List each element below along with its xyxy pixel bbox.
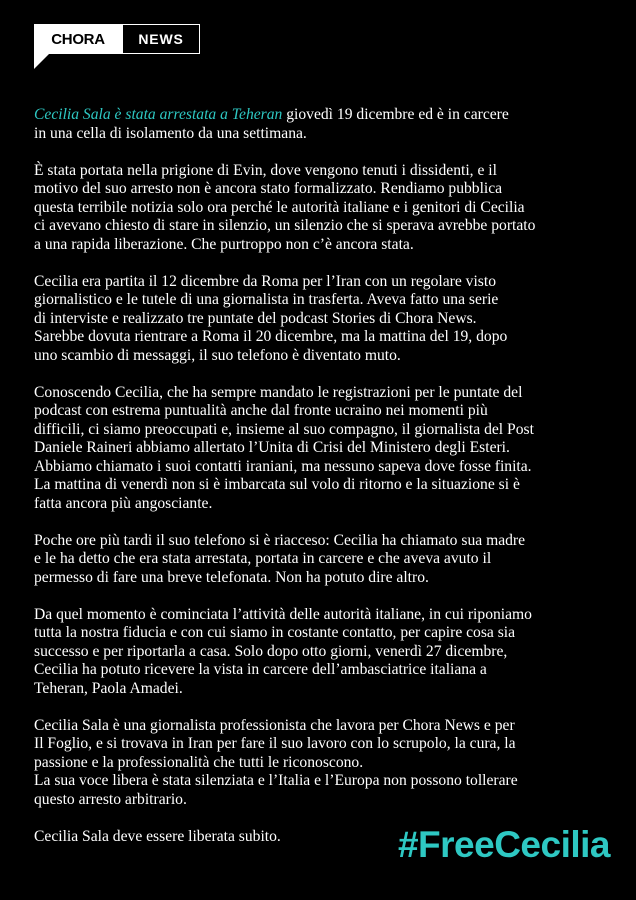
free-cecilia-hashtag: #FreeCecilia	[397, 824, 610, 865]
lead-rest: giovedì 19 dicembre ed è in carcere in una cella di isolamento da una settimana.	[34, 106, 509, 142]
logo-speech-tail	[34, 53, 50, 69]
chora-news-logo	[34, 24, 200, 68]
logo-news-box: NEWS	[122, 24, 200, 54]
paragraph-trip: Cecilia era partita il 12 dicembre da Roma per l’Iran con un regolare visto giornalistico e le tutele di una giornalista in trasferta. Aveva fatto una serie di interviste e realizzato tre puntate del podcast Stories di Chora News. Sarebbe dovuta rientrare a Roma il 20 dicembre, ma la mattina del 19, dopo uno scambio di messaggi, il suo telefono è diventato muto.	[34, 272, 508, 364]
paragraph-closing: Cecilia Sala deve essere liberata subito.	[34, 827, 281, 845]
lead-highlight: Cecilia Sala è stata arrestata a Teheran	[34, 106, 283, 123]
paragraph-phone-call: Poche ore più tardi il suo telefono si è riacceso: Cecilia ha chiamato sua madre e le ha detto che era stata arrestata, portata in carcere e che aveva avuto il permesso di fare una breve telefonata. Non ha potuto dire altro.	[34, 531, 526, 586]
paragraph-prison: È stata portata nella prigione di Evin, dove vengono tenuti i dissidenti, e il motivo del suo arresto non è ancora stato formalizzato. Rendiamo pubblica questa terribile notizia solo ora perché le autorità italiane e i genitori di Cecilia ci avevano chiesto di stare in silenzio, un silenzio che si sperava avrebbe portato a una rapida liberazione. Che purtroppo non c’è ancora stata.	[34, 161, 536, 253]
lead-paragraph	[34, 106, 604, 143]
article-body	[34, 106, 604, 865]
paragraph-authorities: Da quel momento è cominciata l’attività delle autorità italiane, in cui riponiamo tutta la nostra fiducia e con cui siamo in costante contatto, per capire cosa sia successo e per riportarla a casa. Solo dopo otto giorni, venerdì 27 dicembre, Cecilia ha potuto ricevere la vista in carcere dell’ambasciatrice italiana a Teheran, Paola Amadei.	[34, 605, 532, 697]
paragraph-journalist: Cecilia Sala è una giornalista professionista che lavora per Chora News e per Il Foglio, e si trovava in Iran per fare il suo lavoro con lo scrupolo, la cura, la passione e la professionalità che tutti le riconoscono. La sua voce libera è stata silenziata e l’Italia e l’Europa non possono tollerare questo arresto arbitrario.	[34, 716, 518, 808]
paragraph-concern: Conoscendo Cecilia, che ha sempre mandato le registrazioni per le puntate del podcast con estrema puntualità anche dal fronte ucraino nei momenti più difficili, ci siamo preoccupati e, insieme al suo compagno, il giornalista del Post Daniele Raineri abbiamo allertato l’Unita di Crisi del Ministero degli Esteri. Abbiamo chiamato i suoi contatti iraniani, ma nessuno sapeva dove fosse finita. La mattina di venerdì non si è imbarcata sul volo di ritorno e la situazione si è fatta ancora più angosciante.	[34, 383, 534, 512]
logo-chora-mark: CHORA	[34, 24, 122, 54]
